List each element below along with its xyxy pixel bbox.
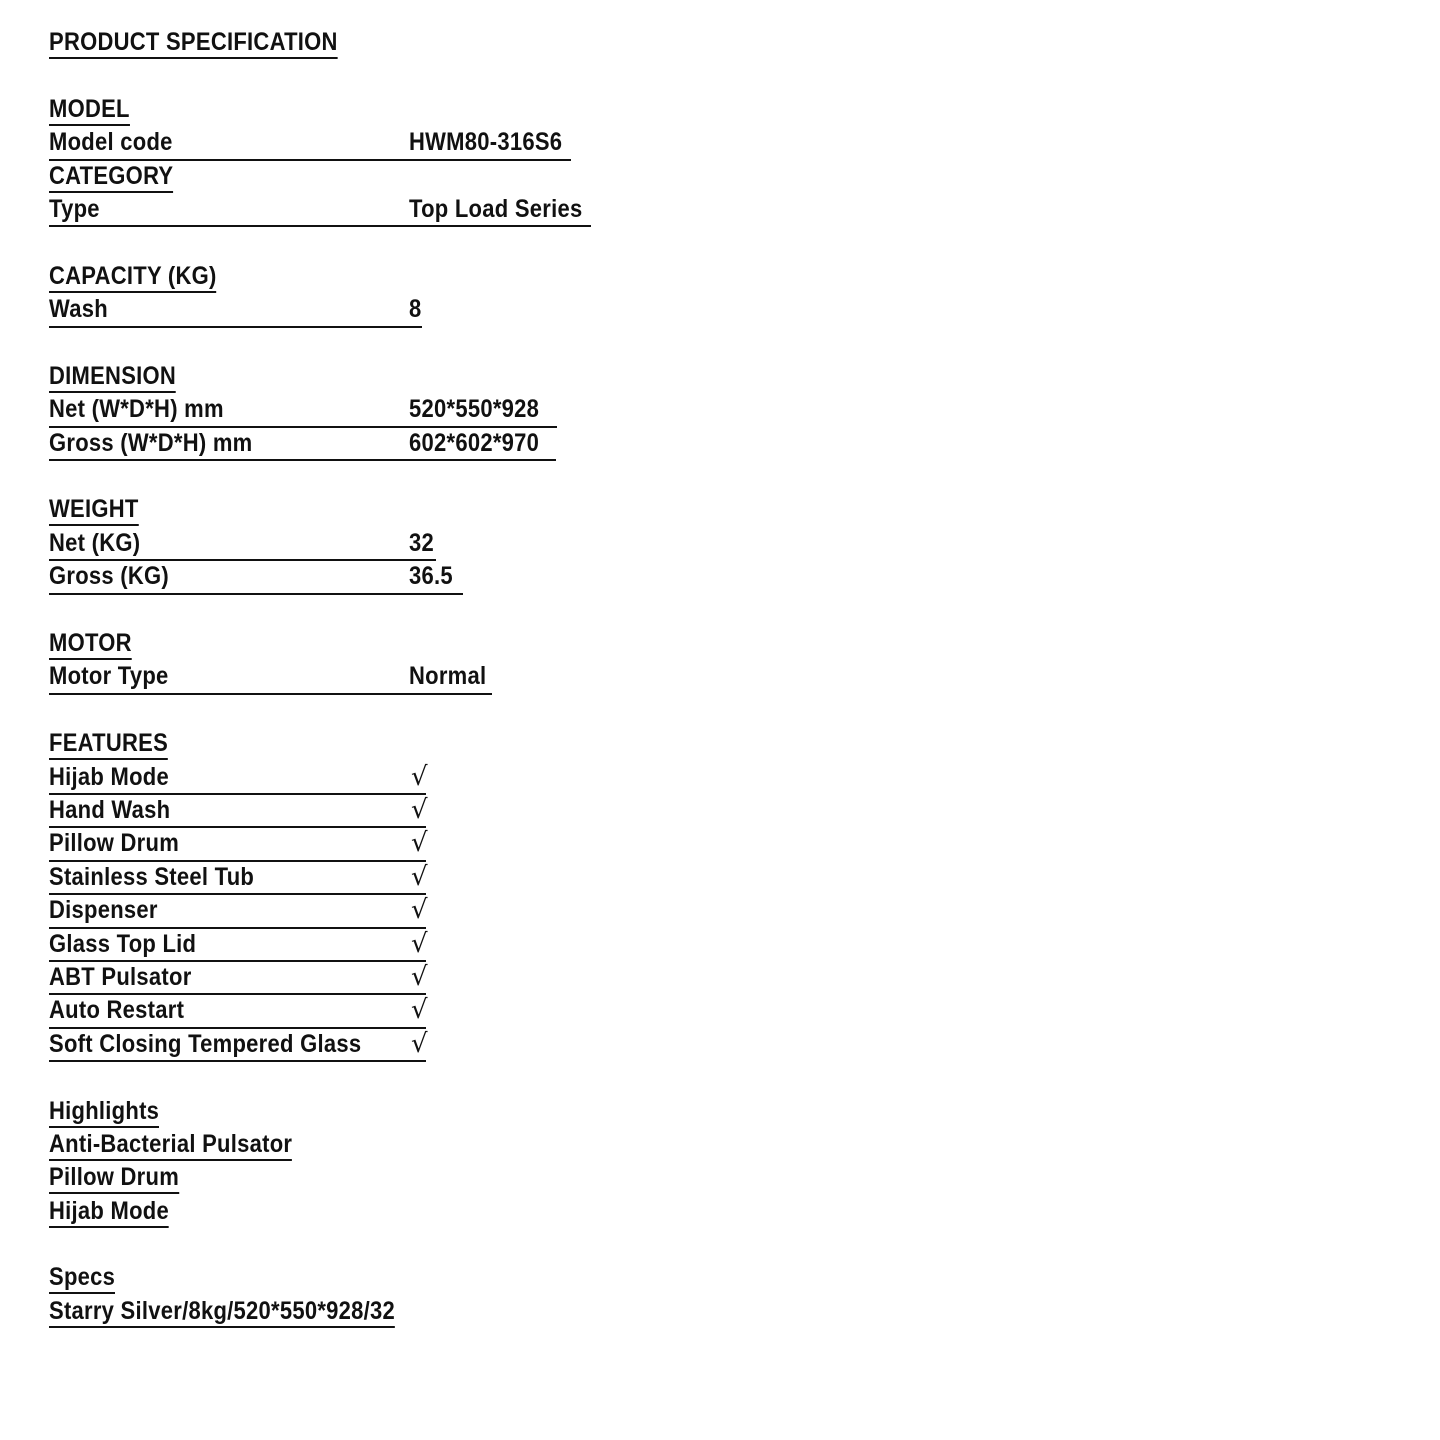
feature-label: Pillow Drum bbox=[49, 829, 180, 858]
highlight-item bbox=[49, 1129, 1349, 1162]
specs-text: Starry Silver/8kg/520*550*928/32 bbox=[49, 1296, 395, 1328]
spec-value: Normal bbox=[409, 662, 487, 691]
check-mark-icon: √ bbox=[411, 861, 428, 892]
feature-row bbox=[49, 762, 1349, 795]
spec-value: 36.5 bbox=[409, 562, 453, 591]
section-heading-features bbox=[49, 728, 1349, 761]
feature-row bbox=[49, 895, 1349, 928]
spacer bbox=[49, 695, 1349, 728]
feature-row bbox=[49, 1029, 1349, 1062]
spec-row bbox=[49, 895, 426, 928]
section-heading-dimension bbox=[49, 361, 1349, 394]
spec-row bbox=[49, 194, 591, 227]
spec-row bbox=[49, 561, 463, 594]
section-heading: FEATURES bbox=[49, 728, 168, 760]
spec-label: Type bbox=[49, 194, 100, 223]
section-heading-category bbox=[49, 161, 1349, 194]
spec-label: Motor Type bbox=[49, 662, 169, 691]
spacer bbox=[49, 461, 1349, 494]
spec-row bbox=[49, 127, 571, 160]
check-mark-icon: √ bbox=[411, 961, 428, 992]
spec-value: 602*602*970 bbox=[409, 428, 540, 457]
section-heading: DIMENSION bbox=[49, 361, 176, 393]
feature-label: Stainless Steel Tub bbox=[49, 862, 255, 891]
check-mark-icon: √ bbox=[411, 928, 428, 959]
check-mark-icon: √ bbox=[411, 828, 428, 859]
spacer bbox=[49, 328, 1349, 361]
spec-row bbox=[49, 929, 426, 962]
highlight-text: Anti-Bacterial Pulsator bbox=[49, 1129, 292, 1161]
spacer bbox=[49, 1062, 1349, 1095]
spec-label: Gross (KG) bbox=[49, 562, 169, 591]
check-mark-icon: √ bbox=[411, 761, 428, 792]
spec-row-net-dimension bbox=[49, 394, 1349, 427]
spec-row bbox=[49, 294, 422, 327]
feature-row bbox=[49, 995, 1349, 1028]
spec-value: 520*550*928 bbox=[409, 395, 540, 424]
spec-value: 8 bbox=[409, 295, 422, 324]
highlight-item bbox=[49, 1162, 1349, 1195]
spec-row bbox=[49, 862, 426, 895]
section-heading-specs bbox=[49, 1262, 1349, 1295]
spec-row bbox=[49, 394, 557, 427]
section-heading-model bbox=[49, 94, 1349, 127]
check-mark-icon: √ bbox=[411, 995, 428, 1026]
section-heading: CATEGORY bbox=[49, 161, 173, 193]
title-line bbox=[49, 27, 1349, 60]
highlight-text: Pillow Drum bbox=[49, 1162, 179, 1194]
specs-item bbox=[49, 1296, 1349, 1329]
spec-row bbox=[49, 762, 426, 795]
spec-row-gross-weight bbox=[49, 561, 1349, 594]
feature-row bbox=[49, 795, 1349, 828]
spec-row-gross-dimension bbox=[49, 428, 1349, 461]
spec-row bbox=[49, 962, 426, 995]
feature-label: Hijab Mode bbox=[49, 762, 169, 791]
feature-label: Dispenser bbox=[49, 896, 158, 925]
spec-value: Top Load Series bbox=[409, 194, 583, 223]
spec-row-motor-type bbox=[49, 661, 1349, 694]
spec-row-model-code bbox=[49, 127, 1349, 160]
check-mark-icon: √ bbox=[411, 895, 428, 926]
highlight-item bbox=[49, 1196, 1349, 1229]
spec-row bbox=[49, 995, 426, 1028]
spec-label: Net (KG) bbox=[49, 528, 141, 557]
spacer bbox=[49, 595, 1349, 628]
spec-row-net-weight bbox=[49, 528, 1349, 561]
feature-label: Auto Restart bbox=[49, 996, 185, 1025]
spec-row-wash bbox=[49, 294, 1349, 327]
spec-row bbox=[49, 428, 556, 461]
section-heading: WEIGHT bbox=[49, 494, 139, 526]
check-mark-icon: √ bbox=[411, 1028, 428, 1059]
section-heading-highlights bbox=[49, 1096, 1349, 1129]
section-heading: CAPACITY (KG) bbox=[49, 261, 217, 293]
feature-row bbox=[49, 962, 1349, 995]
spec-row bbox=[49, 795, 426, 828]
spec-row bbox=[49, 1029, 426, 1062]
feature-row bbox=[49, 862, 1349, 895]
feature-label: ABT Pulsator bbox=[49, 962, 192, 991]
highlight-text: Hijab Mode bbox=[49, 1196, 169, 1228]
section-heading: MOTOR bbox=[49, 628, 132, 660]
feature-row bbox=[49, 828, 1349, 861]
spec-row-type bbox=[49, 194, 1349, 227]
spec-value: 32 bbox=[409, 528, 435, 557]
spec-row bbox=[49, 528, 436, 561]
spec-value: HWM80-316S6 bbox=[409, 128, 563, 157]
spec-document bbox=[49, 27, 1349, 1329]
spec-row bbox=[49, 828, 426, 861]
spacer bbox=[49, 227, 1349, 260]
feature-row bbox=[49, 929, 1349, 962]
spec-row bbox=[49, 661, 492, 694]
section-heading-capacity bbox=[49, 261, 1349, 294]
check-mark-icon: √ bbox=[411, 794, 428, 825]
spacer bbox=[49, 60, 1349, 93]
section-heading: Highlights bbox=[49, 1096, 159, 1128]
feature-label: Hand Wash bbox=[49, 795, 171, 824]
page-title: PRODUCT SPECIFICATION bbox=[49, 27, 338, 59]
spec-label: Model code bbox=[49, 128, 173, 157]
spec-label: Wash bbox=[49, 295, 108, 324]
spacer bbox=[49, 1229, 1349, 1262]
section-heading-weight bbox=[49, 494, 1349, 527]
spec-label: Net (W*D*H) mm bbox=[49, 395, 224, 424]
section-heading: MODEL bbox=[49, 94, 130, 126]
feature-label: Glass Top Lid bbox=[49, 929, 197, 958]
section-heading: Specs bbox=[49, 1262, 115, 1294]
spec-label: Gross (W*D*H) mm bbox=[49, 428, 253, 457]
section-heading-motor bbox=[49, 628, 1349, 661]
feature-label: Soft Closing Tempered Glass bbox=[49, 1029, 362, 1058]
